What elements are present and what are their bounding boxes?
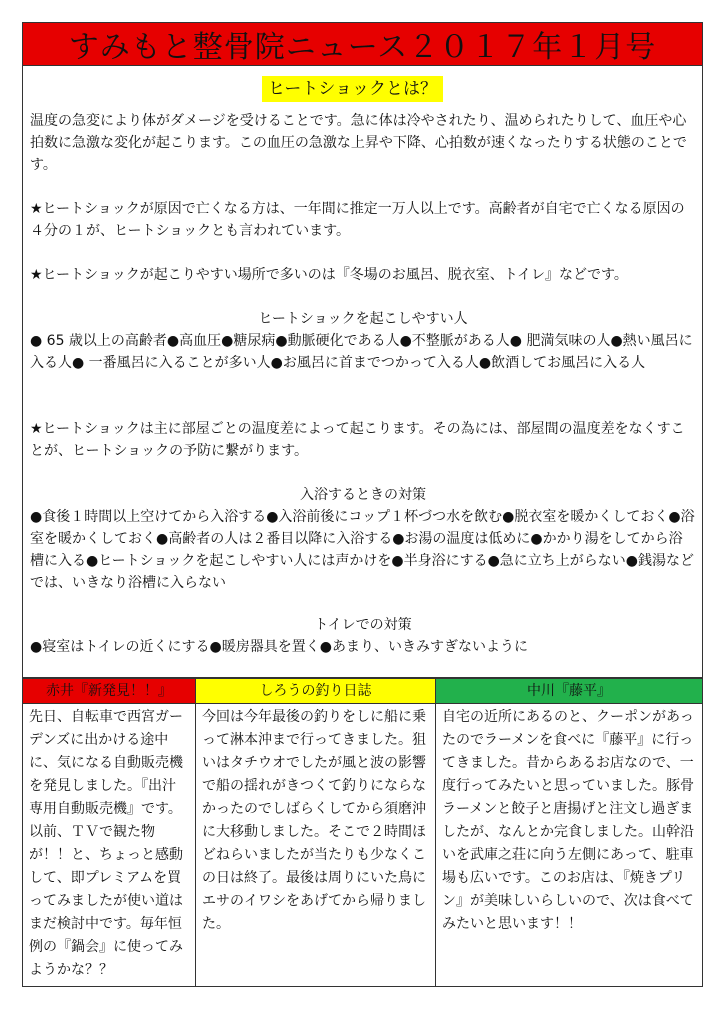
staff-columns xyxy=(22,678,703,987)
column-akai xyxy=(23,679,195,986)
column-text: 今回は今年最後の釣りをしに船に乗って淋本沖まで行ってきました。狙いはタチウオでしたが風と波の影響で船の揺れがきつくて釣りにならなかったのでしばらくしてから須磨沖に大移動しました。そこで２時間ほどねらいましたが当たりも少なくこの日は終了。最後は周りにいた鳥にエサのイワシをあげてから帰りました。 xyxy=(202,709,426,932)
toilet-heading: トイレでの対策 xyxy=(314,617,412,633)
bath-list: ●食後１時間以上空けてから入浴する●入浴前後にコップ１杯づつ水を飲む●脱衣室を暖かくしておく●浴室を暖かくしておく●高齢者の人は２番目以降に入浴する●お湯の温度は低めに●かかり湯をしてから浴槽に入る●ヒートショックを起こしやすい人には声かけを●半身浴にする●急に立ち上がらない●銭湯などでは、いきなり浴槽に入らない xyxy=(30,509,695,591)
prevention-text: ★ヒートショックは主に部屋ごとの温度差によって起こります。その為には、部屋間の温度差をなくすことが、ヒートショックの予防に繋がります。 xyxy=(30,421,685,459)
bath-heading: 入浴するときの対策 xyxy=(300,487,426,503)
fact-places: ★ヒートショックが起こりやすい場所で多いのは『冬場のお風呂、脱衣室、トイレ』などです。 xyxy=(30,267,628,283)
column-heading: しろうの釣り日誌 xyxy=(196,679,435,704)
column-text: 先日、自転車で西宮ガーデンズに出かける途中に、気になる自動販売機を発見しました。『出汁専用自動販売機』です。以前、ＴＶで観た物が！！と、ちょっと感動して、即プレミアムを買ってみましたが使い道はまだ検討中です。毎年恒例の『鍋会』に使ってみようかな？？ xyxy=(29,709,183,978)
column-shirou xyxy=(195,679,435,986)
article-intro: 温度の急変により体がダメージを受けることです。急に体は冷やされたり、温められたりして、血圧や心拍数に急激な変化が起こります。この血圧の急激な上昇や下降、心拍数が速くなったりする状態のことです。 xyxy=(30,113,687,173)
article-title: ヒートショックとは？ xyxy=(262,76,443,102)
toilet-list: ●寝室はトイレの近くにする●暖房器具を置く●あまり、いきみすぎないように xyxy=(30,639,528,655)
column-nakagawa xyxy=(435,679,702,986)
newsletter-header xyxy=(22,22,703,66)
column-heading: 赤井『新発見！！』 xyxy=(23,679,195,704)
newsletter-title: すみもと整骨院ニュース２０１７年１月号 xyxy=(68,30,657,65)
column-text: 自宅の近所にあるのと、クーポンがあったのでラーメンを食べに『藤平』に行ってきました。昔からあるお店なので、一度行ってみたいと思っていました。豚骨ラーメンと餃子と唐揚げと注文し過ぎましたが、なんとか完食しました。山幹沿いを武庫之荘に向う左側にあって、駐車場も広いです。このお店は、『焼きプリン』が美味しいらしいので、次は食べてみたいと思います！！ xyxy=(442,709,694,932)
risk-heading: ヒートショックを起こしやすい人 xyxy=(258,311,468,327)
fact-deaths: ★ヒートショックが原因で亡くなる方は、一年間に推定一万人以上です。高齢者が自宅で亡くなる原因の４分の１が、ヒートショックとも言われています。 xyxy=(30,201,685,239)
column-heading: 中川『藤平』 xyxy=(436,679,702,704)
risk-list: ● 65 歳以上の高齢者●高血圧●糖尿病●動脈硬化である人●不整脈がある人● 肥満気味の人●熱い風呂に入る人● 一番風呂に入ることが多い人●お風呂に首までつかって入る人●飲酒してお風呂に入る人 xyxy=(30,333,693,371)
